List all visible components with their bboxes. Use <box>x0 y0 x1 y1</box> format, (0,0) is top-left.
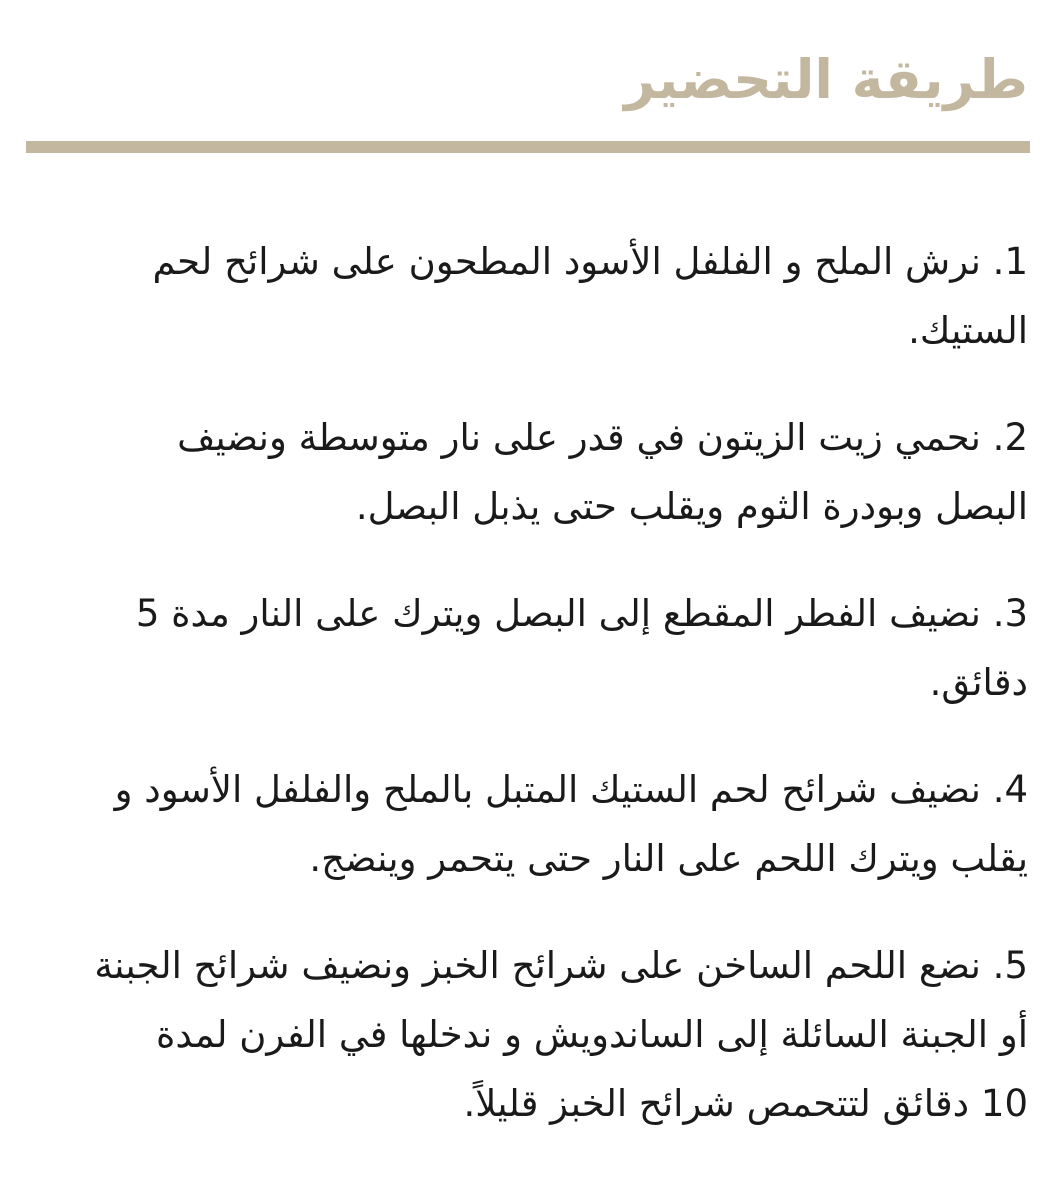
step-text-line: 10 دقائق لتتحمص شرائح الخبز قليلاً. <box>463 1082 1028 1125</box>
step-text-line: 5. نضع اللحم الساخن على شرائح الخبز ونضيف شرائح الجبنة <box>94 944 1028 987</box>
page-title: طريقة التحضير <box>624 48 1028 111</box>
step-text-line: 3. نضيف الفطر المقطع إلى البصل ويترك على النار مدة 5 <box>135 592 1028 635</box>
step-text-line: 4. نضيف شرائح لحم الستيك المتبل بالملح والفلفل الأسود و <box>114 768 1028 811</box>
step-text-line: دقائق. <box>929 661 1028 704</box>
step-2 <box>38 403 1028 541</box>
step-4 <box>38 755 1028 893</box>
step-text-line: البصل وبودرة الثوم ويقلب حتى يذبل البصل. <box>355 485 1028 528</box>
step-3 <box>38 579 1028 717</box>
step-text-line: الستيك. <box>908 309 1028 352</box>
step-text-line: 1. نرش الملح و الفلفل الأسود المطحون على شرائح لحم <box>152 240 1028 283</box>
preparation-steps-list <box>38 227 1028 1176</box>
step-text-line: أو الجبنة السائلة إلى الساندويش و ندخلها في الفرن لمدة <box>156 1013 1028 1056</box>
step-text-line: يقلب ويترك اللحم على النار حتى يتحمر وينضج. <box>309 837 1028 880</box>
step-text-line: 2. نحمي زيت الزيتون في قدر على نار متوسطة ونضيف <box>177 416 1028 459</box>
title-divider <box>26 141 1030 153</box>
step-5 <box>38 931 1028 1138</box>
step-1 <box>38 227 1028 365</box>
